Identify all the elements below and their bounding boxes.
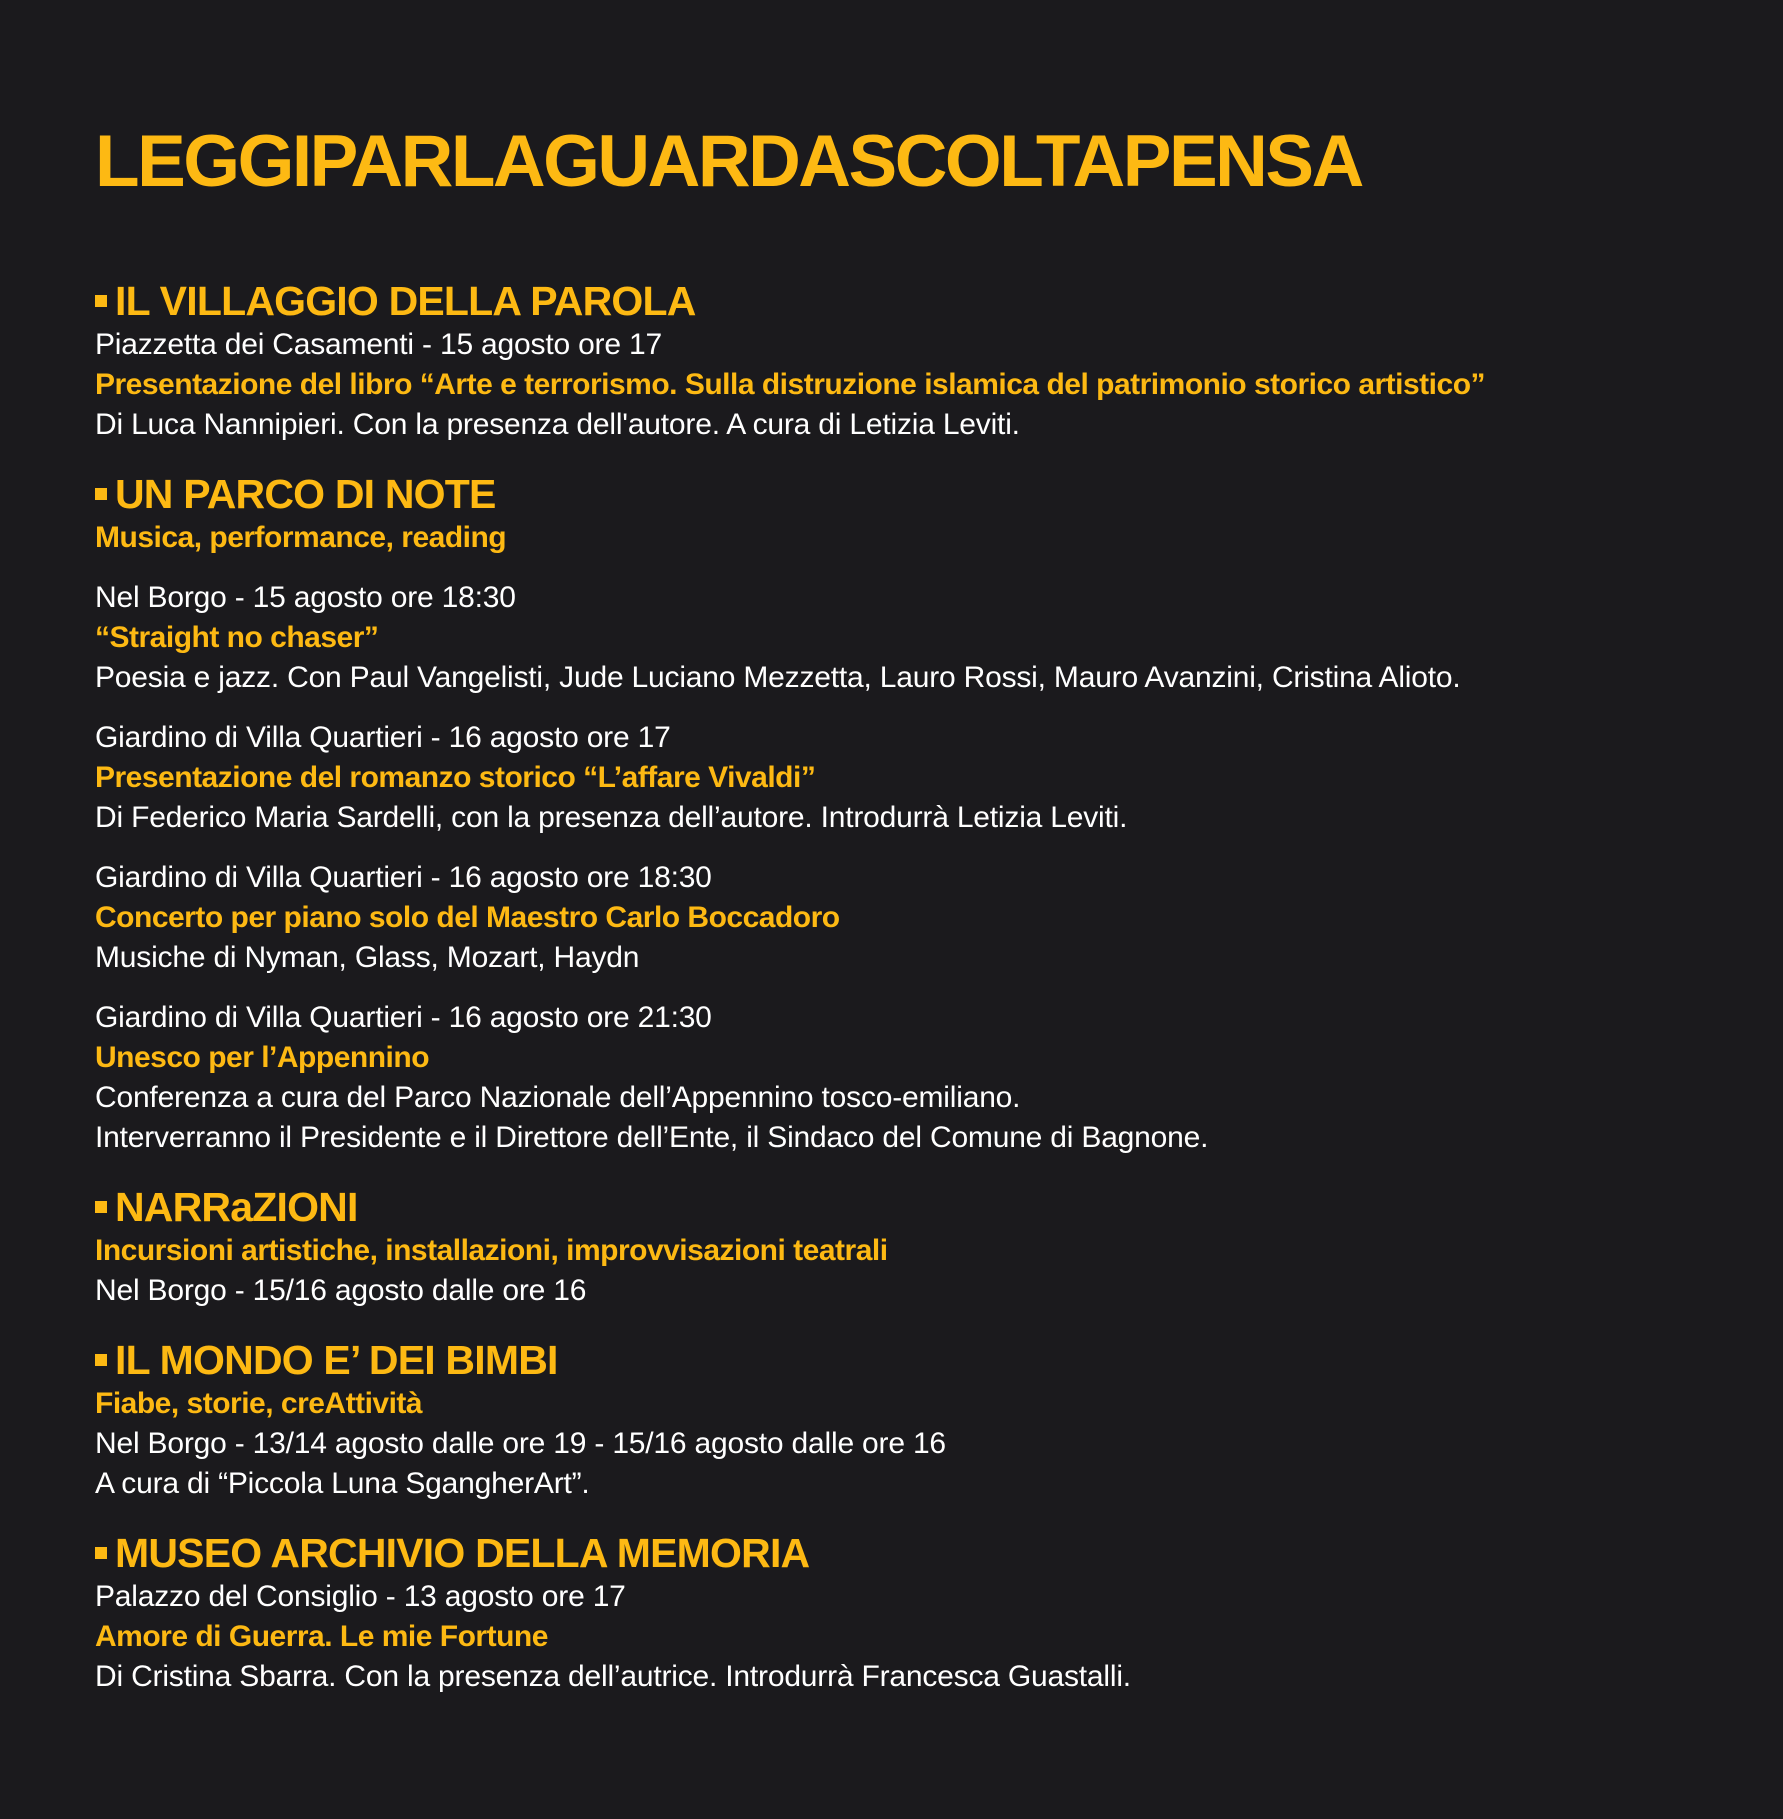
event-location: Nel Borgo - 15/16 agosto dalle ore 16: [95, 1274, 587, 1307]
section-subtitle: Incursioni artistiche, installazioni, improvvisazioni teatrali: [95, 1234, 888, 1267]
event-details: Di Federico Maria Sardelli, con la presenza dell’autore. Introdurrà Letizia Leviti.: [95, 801, 1128, 834]
square-bullet-icon: [95, 488, 107, 500]
event-location: Giardino di Villa Quartieri - 16 agosto ore 21:30: [95, 1001, 712, 1034]
event-details: Di Cristina Sbarra. Con la presenza dell’autrice. Introdurrà Francesca Guastalli.: [95, 1660, 1131, 1693]
event-block: [95, 858, 1783, 978]
section-heading: [95, 1529, 1783, 1577]
event-block: [95, 578, 1783, 698]
event-details: A cura di “Piccola Luna SgangherArt”.: [95, 1467, 590, 1500]
event-title: “Straight no chaser”: [95, 621, 379, 654]
section-heading-text: MUSEO ARCHIVIO DELLA MEMORIA: [115, 1530, 810, 1576]
section-subtitle: Musica, performance, reading: [95, 521, 507, 554]
event-details: Interverranno il Presidente e il Direttore dell’Ente, il Sindaco del Comune di Bagnone.: [95, 1121, 1209, 1154]
section-heading-text: IL VILLAGGIO DELLA PAROLA: [115, 278, 696, 324]
section-heading: [95, 1336, 1783, 1384]
section-heading-text: IL MONDO E’ DEI BIMBI: [115, 1337, 558, 1383]
square-bullet-icon: [95, 1547, 107, 1559]
event-title: Concerto per piano solo del Maestro Carlo Boccadoro: [95, 901, 840, 934]
event-details: Poesia e jazz. Con Paul Vangelisti, Jude Luciano Mezzetta, Lauro Rossi, Mauro Avanzini, Cristina Alioto.: [95, 661, 1461, 694]
event-details: Musiche di Nyman, Glass, Mozart, Haydn: [95, 941, 640, 974]
event-location: Nel Borgo - 15 agosto ore 18:30: [95, 581, 516, 614]
section-heading-text: NARRaZIONI: [115, 1184, 358, 1230]
event-title: Amore di Guerra. Le mie Fortune: [95, 1620, 548, 1653]
event-block: [95, 718, 1783, 838]
event-title: Presentazione del libro “Arte e terrorismo. Sulla distruzione islamica del patrimonio storico artistico”: [95, 368, 1486, 401]
event-location: Palazzo del Consiglio - 13 agosto ore 17: [95, 1580, 626, 1613]
event-details: Di Luca Nannipieri. Con la presenza dell'autore. A cura di Letizia Leviti.: [95, 408, 1020, 441]
square-bullet-icon: [95, 1354, 107, 1366]
event-location: Giardino di Villa Quartieri - 16 agosto ore 18:30: [95, 861, 712, 894]
square-bullet-icon: [95, 1201, 107, 1213]
event-location: Piazzetta dei Casamenti - 15 agosto ore 17: [95, 328, 662, 361]
section-narrazioni: [95, 1183, 1783, 1311]
section-heading: [95, 1183, 1783, 1231]
event-title: Presentazione del romanzo storico “L’affare Vivaldi”: [95, 761, 816, 794]
section-heading: [95, 470, 1783, 518]
event-location: Giardino di Villa Quartieri - 16 agosto ore 17: [95, 721, 671, 754]
section-heading: [95, 277, 1783, 325]
page-title: LEGGIPARLAGUARDASCOLTAPENSA: [95, 121, 1362, 202]
event-block: [95, 998, 1783, 1158]
event-details: Conferenza a cura del Parco Nazionale dell’Appennino tosco-emiliano.: [95, 1081, 1021, 1114]
section-bimbi: [95, 1336, 1783, 1504]
event-title: Unesco per l’Appennino: [95, 1041, 430, 1074]
section-heading-text: UN PARCO DI NOTE: [115, 471, 496, 517]
section-parco: [95, 470, 1783, 1158]
square-bullet-icon: [95, 295, 107, 307]
section-villaggio: [95, 277, 1783, 445]
section-subtitle: Fiabe, storie, creAttività: [95, 1387, 423, 1420]
section-museo: [95, 1529, 1783, 1697]
event-location: Nel Borgo - 13/14 agosto dalle ore 19 - 15/16 agosto dalle ore 16: [95, 1427, 946, 1460]
